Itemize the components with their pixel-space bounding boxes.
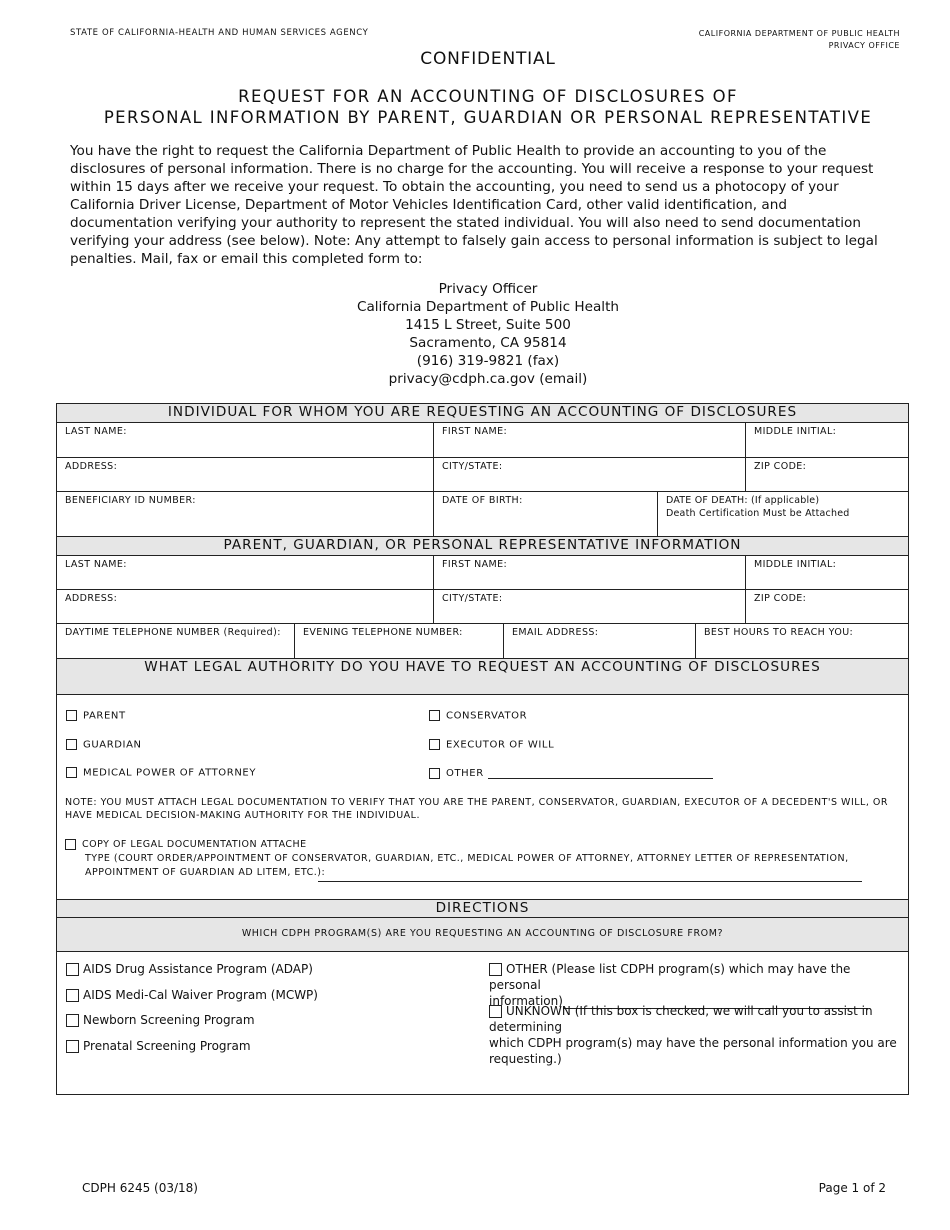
department-line: CALIFORNIA DEPARTMENT OF PUBLIC HEALTH [698,29,900,38]
checkbox[interactable] [66,767,77,778]
legal-documentation-note: NOTE: YOU MUST ATTACH LEGAL DOCUMENTATION TO VERIFY THAT YOU ARE THE PARENT, CONSERVATOR, GUARDIAN, EXECUTOR OF A DECEDENT'S WILL, OR HAVE MEDICAL DECISION-MAKING AUTHORITY FOR THE INDIVIDUAL. [65,797,888,821]
office-line: PRIVACY OFFICE [828,41,900,50]
program-other[interactable]: OTHER (Please list CDPH program(s) which may have the personal information) [489,961,904,1009]
title-line-1: REQUEST FOR AN ACCOUNTING OF DISCLOSURES OF [238,87,738,106]
email-field[interactable]: EMAIL ADDRESS: [504,624,696,658]
option-guardian[interactable]: GUARDIAN [66,739,142,751]
rep-first-name-field[interactable]: FIRST NAME: [434,556,746,589]
checkbox[interactable] [489,963,502,976]
date-of-death-field[interactable] [658,492,910,536]
address-line: Sacramento, CA 95814 [409,335,567,351]
option-parent[interactable]: PARENT [66,710,126,722]
mailing-address [0,280,950,388]
doc-type-input-line[interactable] [318,881,862,882]
intro-paragraph: You have the right to request the California Department of Public Health to provide an accounting to you of the disclosures of personal information. There is no charge for the accounting. You will receive a response to your request within 15 days after we receive your request. To obtain the accounting, you need to send us a photocopy of your California Driver License, Department of Motor Vehicles Identification Card, other valid identification, and documentation verifying your authority to represent the stated individual. You will also need to send documentation verifying your address (see below). Note: Any attempt to falsely gain access to personal information is subject to legal penalties. Mail, fax or email this completed form to: [70,143,878,267]
checkbox[interactable] [65,839,76,850]
individual-zip-field[interactable]: ZIP CODE: [754,461,807,472]
form-title [0,86,950,128]
section-heading-representative: PARENT, GUARDIAN, OR PERSONAL REPRESENTATIVE INFORMATION [57,537,908,556]
checkbox[interactable] [66,1040,79,1053]
other-authority-line[interactable] [488,767,713,779]
checkbox[interactable] [66,963,79,976]
rep-city-state-field[interactable]: CITY/STATE: [434,590,746,623]
best-hours-field[interactable]: BEST HOURS TO REACH YOU: [704,627,854,638]
program-prenatal-screening[interactable]: Prenatal Screening Program [66,1038,251,1054]
form-row [57,492,908,537]
title-line-2: PERSONAL INFORMATION BY PARENT, GUARDIAN OR PERSONAL REPRESENTATIVE [103,108,873,127]
form-row [57,556,908,590]
program-question: WHICH CDPH PROGRAM(S) ARE YOU REQUESTING AN ACCOUNTING OF DISCLOSURE FROM? [57,918,908,952]
section-heading-individual: INDIVIDUAL FOR WHOM YOU ARE REQUESTING AN ACCOUNTING OF DISCLOSURES [57,404,908,423]
checkbox[interactable] [429,710,440,721]
date-of-birth-field[interactable]: DATE OF BIRTH: [434,492,658,536]
death-certificate-note: Death Certification Must be Attached [666,508,850,519]
agency-name: STATE OF CALIFORNIA-HEALTH AND HUMAN SERVICES AGENCY [70,28,369,38]
address-line: California Department of Public Health [356,299,620,315]
rep-middle-initial-field[interactable]: MIDDLE INITIAL: [754,559,837,570]
confidential-label: CONFIDENTIAL [420,49,556,69]
program-mcwp[interactable]: AIDS Medi-Cal Waiver Program (MCWP) [66,987,318,1003]
address-line: 1415 L Street, Suite 500 [405,317,571,333]
checkbox[interactable] [429,739,440,750]
individual-address-field[interactable]: ADDRESS: [57,458,434,491]
form-row [57,624,908,659]
checkbox[interactable] [489,1005,502,1018]
legal-doc-label: COPY OF LEGAL DOCUMENTATION ATTACHE [82,839,307,850]
rep-address-field[interactable]: ADDRESS: [57,590,434,623]
checkbox[interactable] [66,710,77,721]
form-row [57,458,908,492]
doc-type-line-1: TYPE (COURT ORDER/APPOINTMENT OF CONSERVATOR, GUARDIAN, ETC., MEDICAL POWER OF ATTORNEY, ATTORNEY LETTER OF REPRESENTATION, [85,853,849,864]
request-form [56,403,909,1095]
program-unknown[interactable]: UNKNOWN (If this box is checked, we will call you to assist in determining which CDPH program(s) may have the personal information you are requesting.) [489,1004,897,1066]
address-line: privacy@cdph.ca.gov (email) [388,371,588,387]
daytime-phone-field[interactable]: DAYTIME TELEPHONE NUMBER (Required): [57,624,295,658]
checkbox[interactable] [429,768,440,779]
checkbox[interactable] [66,1014,79,1027]
date-of-death-label: DATE OF DEATH: (If applicable) [666,495,820,506]
evening-phone-field[interactable]: EVENING TELEPHONE NUMBER: [295,624,504,658]
checkbox[interactable] [66,989,79,1002]
legal-doc-attached-option [65,838,900,880]
form-number: CDPH 6245 (03/18) [82,1181,198,1195]
checkbox[interactable] [66,739,77,750]
address-line: Privacy Officer [438,281,538,297]
form-row [57,423,908,458]
program-newborn-screening[interactable]: Newborn Screening Program [66,1012,255,1028]
rep-last-name-field[interactable]: LAST NAME: [57,556,434,589]
section-heading-directions: DIRECTIONS [57,899,908,918]
doc-type-line-2: APPOINTMENT OF GUARDIAN AD LITEM, ETC.): [85,867,326,878]
individual-middle-initial-field[interactable]: MIDDLE INITIAL: [754,426,837,437]
option-conservator[interactable]: CONSERVATOR [429,710,527,722]
option-medical-poa[interactable]: MEDICAL POWER OF ATTORNEY [66,767,256,779]
individual-last-name-field[interactable]: LAST NAME: [57,423,434,457]
beneficiary-id-field[interactable]: BENEFICIARY ID NUMBER: [57,492,434,536]
rep-zip-field[interactable]: ZIP CODE: [754,593,807,604]
address-line: (916) 319-9821 (fax) [416,353,560,369]
option-other[interactable]: OTHER [429,767,713,779]
program-adap[interactable]: AIDS Drug Assistance Program (ADAP) [66,961,313,977]
individual-first-name-field[interactable]: FIRST NAME: [434,423,746,457]
form-row [57,590,908,624]
page-number: Page 1 of 2 [818,1181,886,1195]
individual-city-state-field[interactable]: CITY/STATE: [434,458,746,491]
section-heading-authority: WHAT LEGAL AUTHORITY DO YOU HAVE TO REQUEST AN ACCOUNTING OF DISCLOSURES [57,659,908,695]
option-executor[interactable]: EXECUTOR OF WILL [429,739,554,751]
